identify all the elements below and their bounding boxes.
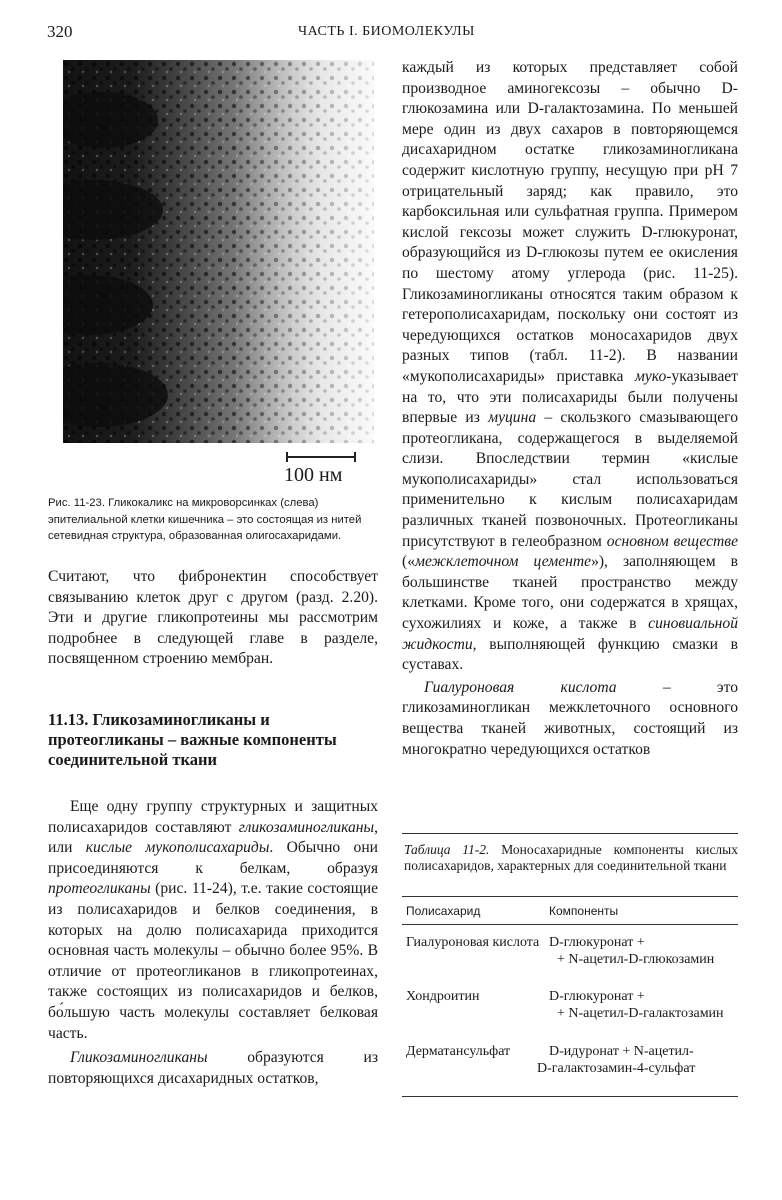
micrograph-image <box>63 60 374 443</box>
page-number: 320 <box>47 22 73 41</box>
micrograph-texture <box>63 60 374 443</box>
table-row-name: Гиалуроновая кислота <box>406 935 540 950</box>
figure-caption: Рис. 11-23. Гликокаликс на микроворсинках (слева) эпителиальной клетки кишечника – это состоящая из нитей сетевидная структура, образованная олигосахаридами. <box>48 497 362 542</box>
table-bottom-rule <box>402 1096 738 1097</box>
left-paragraph-1: Считают, что фибронектин способствует связыванию клеток друг с другом (разд. 2.20). Эти и другие гликопротеины мы рассмотрим подробнее в следующей главе в разделе, посвященном строению мембран. <box>48 568 378 668</box>
table-header-components: Компоненты <box>549 904 619 918</box>
running-title: ЧАСТЬ I. БИОМОЛЕКУЛЫ <box>298 24 475 39</box>
scale-label: 100 нм <box>284 464 343 486</box>
table-header-rule-bottom <box>402 924 738 925</box>
table-top-rule <box>402 833 738 834</box>
table-row-components: D-идуронат + N-ацетил- D-галактозамин-4-сульфат <box>537 1044 696 1076</box>
left-paragraph-2: Еще одну группу структурных и защитных полисахаридов составляют гликозаминогликаны, или кислые мукополисахариды. Обычно они присоединяются к белкам, образуя протеогликаны (рис. 11-24), т.е. такие состоящие из полисахаридов и белков соединения, в которых на долю полисахарида приходится основная часть молекулы – обычно более 95%. В отличие от протеогликанов в гликопротеинах, также состоящих из полисахаридов и белков, бо́льшую часть молекулы составляет белковая часть. Гликозаминогликаны образуются из повторяющихся дисахаридных остатков, <box>48 798 379 1087</box>
table-row-name: Дерматансульфат <box>406 1044 511 1059</box>
table-row-name: Хондроитин <box>406 989 480 1004</box>
right-column-text: каждый из которых представляет собой производное аминогексозы – обычно D-глюкозамина или D-галактозамина. По меньшей мере один из двух сахаров в повторяющемся дисахаридном остатке гликозаминогликана содержит кислотную группу, несущую при pH 7 отрицательный заряд; как правило, это карбоксильная или сульфатная группа. Примером кислой гексозы может служить D-глюкуронат, образующийся из D-глюкозы путем ее окисления по шестому атому углерода (рис. 11-25). Гликозаминогликаны относятся таким образом к гетерополисахаридам, поскольку они состоят из чередующихся остатков моносахаридов двух разных типов (табл. 11-2). В названии «мукополисахариды» приставка муко-указывает на то, что эти полисахариды были получены впервые из муцина – скользкого смазывающего протеогликана, содержащегося в выделяемой слизи. Впоследствии термин «кислые мукополисахариды» стал использоваться применительно к кислым полисахаридам различных тканей позвоночных. Протеогликаны присутствуют в гелеобразном основном веществе («межклеточном цементе»), заполняющем в большинстве тканей пространство между клетками. Кроме того, они содержатся в хрящах, сухожилиях и коже, а также в синовиальной жидкости, выполняющей функцию смазки в суставах. Гиалуроновая кислота – это гликозаминогликан межклеточного основного вещества тканей животных, состоящий из многократно чередующихся остатков <box>402 59 738 758</box>
table-header-rule <box>402 896 738 897</box>
table-caption: Таблица 11-2. Моносахаридные компоненты кислых полисахаридов, характерных для соединительной ткани <box>404 842 738 873</box>
table-header-polysaccharide: Полисахарид <box>406 904 481 918</box>
section-heading: 11.13. Гликозаминогликаны и протеогликаны – важные компоненты соединительной ткани <box>48 710 337 769</box>
table-row-components: D-глюкуронат + + N-ацетил-D-глюкозамин <box>549 935 715 967</box>
scale-bar <box>286 452 356 462</box>
table-row-components: D-глюкуронат + + N-ацетил-D-галактозамин <box>549 989 724 1021</box>
